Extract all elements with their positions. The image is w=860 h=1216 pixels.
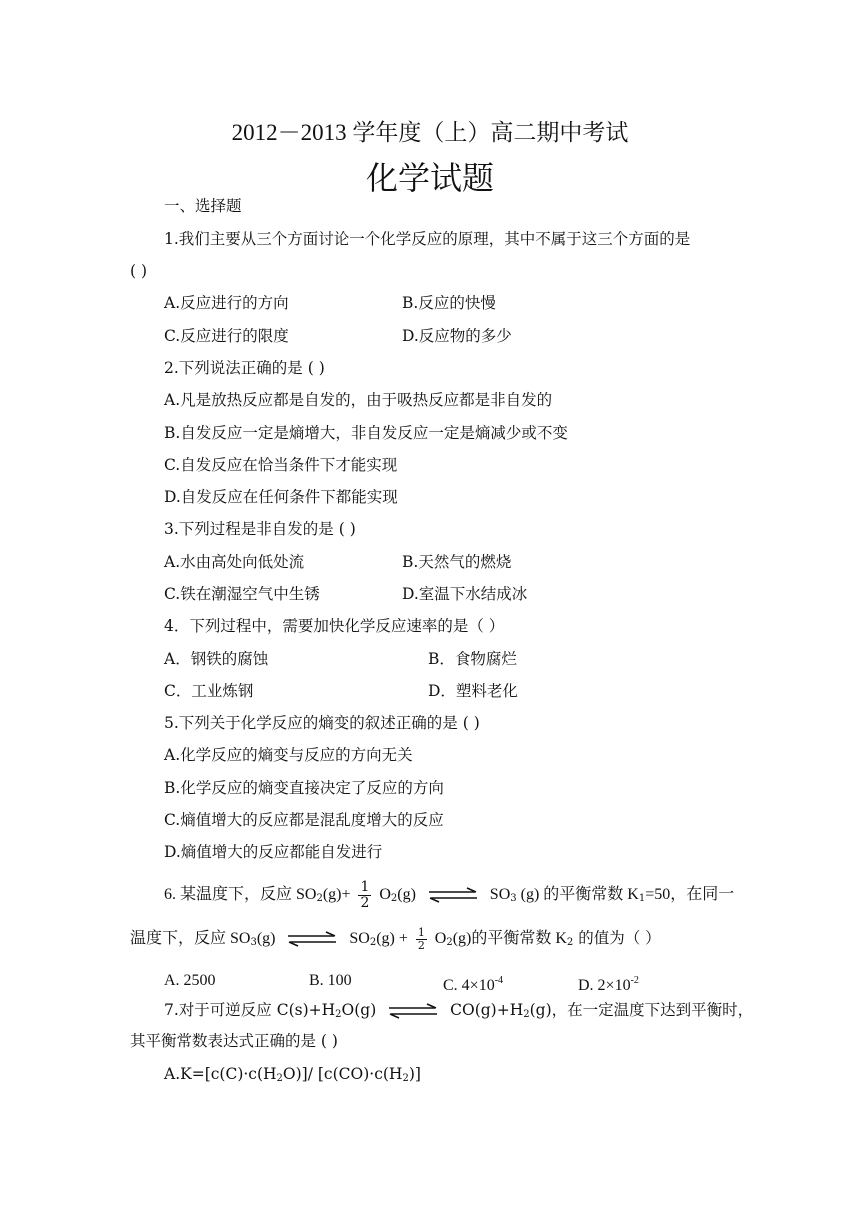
exam-subtitle: 化学试题 xyxy=(365,159,494,197)
q2-option-b: B.自发反应一定是熵增大，非自发反应一定是熵减少或不变 xyxy=(164,424,568,442)
q1-option-a: A.反应进行的方向 xyxy=(164,294,289,312)
q1-option-c: C.反应进行的限度 xyxy=(164,327,289,345)
q7-stem-line2: 其平衡常数表达式正确的是 ( ) xyxy=(130,1032,338,1050)
q5-option-c: C.熵值增大的反应都是混乱度增大的反应 xyxy=(164,811,444,829)
q4-stem: 4．下列过程中，需要加快化学反应速率的是（ ） xyxy=(164,617,505,635)
q7-stem-line1: 7.对于可逆反应 $C(s)+H_2O(g)$ $CO(g)+H_2(g)$，在一定温度下达到平衡时， xyxy=(164,1001,754,1020)
equilibrium-arrow-icon xyxy=(286,931,338,947)
q1-stem: 1.我们主要从三个方面讨论一个化学反应的原理，其中不属于这三个方面的是 xyxy=(164,230,691,248)
exam-title: 2012－2013 学年度（上）高二期中考试 xyxy=(231,120,629,145)
q1-option-b: B.反应的快慢 xyxy=(402,294,496,312)
q2-stem: 2.下列说法正确的是 ( ) xyxy=(164,359,325,377)
one-half-fraction: $\frac{1}{2}$ xyxy=(360,878,370,911)
q6-option-b: B. 100 xyxy=(309,972,352,989)
q2-option-a: A.凡是放热反应都是自发的，由于吸热反应都是非自发的 xyxy=(164,391,553,409)
q3-stem: 3.下列过程是非自发的是 ( ) xyxy=(164,520,356,538)
q5-stem: 5.下列关于化学反应的熵变的叙述正确的是 ( ) xyxy=(164,714,480,732)
q6-option-a: A. 2500 xyxy=(164,972,216,989)
q2-option-c: C.自发反应在恰当条件下才能实现 xyxy=(164,456,398,474)
q1-answer-paren: ( ) xyxy=(130,262,148,280)
q6-stem-line2: 温度下，反应 $SO_3(g) SO_2(g)$ + $\frac{1}{2}$ $O_2(g)$的平衡常数 $K_2$ 的值为（ ） xyxy=(130,925,661,952)
q7-option-a: $A.K=[c(C)\cdot c(H_2O)]/$ $[c(CO)\cdot c(H_2)]$ xyxy=(164,1065,421,1084)
q4-option-c: C．工业炼钢 xyxy=(164,682,254,700)
q4-option-b: B．食物腐烂 xyxy=(428,650,517,668)
q4-option-d: D．塑料老化 xyxy=(428,682,518,700)
q6-stem-line1: 6. 某温度下，反应 $SO_2(g)+$ $\frac{1}{2}$ $O_2(g)$ $SO_3$ (g) 的平衡常数 $K_1=50$，在同一 xyxy=(164,878,735,911)
q3-option-b: B.天然气的燃烧 xyxy=(402,553,512,571)
q5-option-d: D.熵值增大的反应都能自发进行 xyxy=(164,843,383,861)
q3-option-a: A.水由高处向低处流 xyxy=(164,553,305,571)
q6-option-d: D. $2\times 10^{-2}$ xyxy=(578,975,639,994)
one-half-fraction: $\frac{1}{2}$ xyxy=(417,925,425,952)
q6-option-c: C. $4\times 10^{-4}$ xyxy=(443,975,504,994)
equilibrium-arrow-icon xyxy=(427,887,479,903)
q3-option-d: D.室温下水结成冰 xyxy=(402,585,528,603)
q4-option-a: A．钢铁的腐蚀 xyxy=(164,650,269,668)
q2-option-d: D.自发反应在任何条件下都能实现 xyxy=(164,488,398,506)
q5-option-a: A.化学反应的熵变与反应的方向无关 xyxy=(164,746,413,764)
section-heading: 一、选择题 xyxy=(164,197,242,215)
q3-option-c: C.铁在潮湿空气中生锈 xyxy=(164,585,320,603)
q1-option-d: D.反应物的多少 xyxy=(402,327,512,345)
equilibrium-arrow-icon xyxy=(387,1003,439,1019)
q5-option-b: B.化学反应的熵变直接决定了反应的方向 xyxy=(164,779,444,797)
